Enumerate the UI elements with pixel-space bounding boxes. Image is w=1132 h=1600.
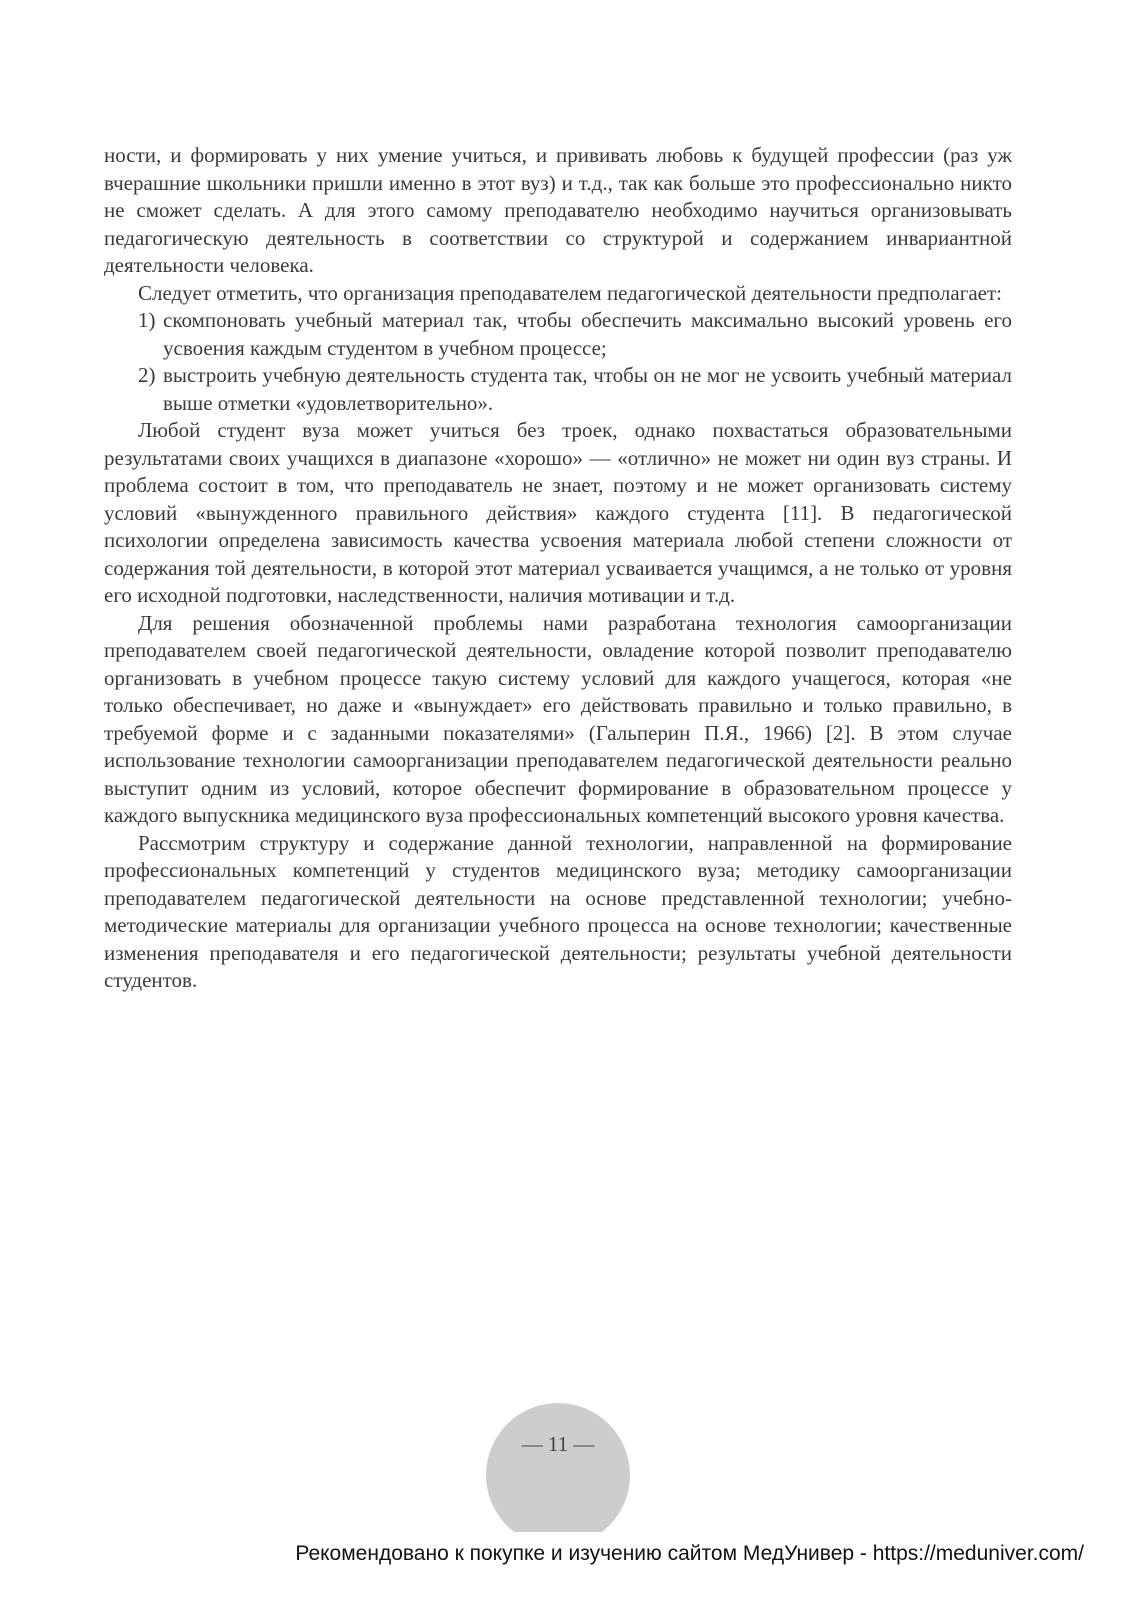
list-item-text: выстроить учебную деятельность студента так, чтобы он не мог не усвоить учебный материал выше отметки «удовлетворительно». [163, 363, 1012, 415]
paragraph-continued: ности, и формировать у них умение учиться, и прививать любовь к будущей профессии (раз уж вчерашние школьники пришли именно в этот вуз) и т.д., так как больше это профессионально никто не сможет сделать. А для этого самому преподавателю необходимо научиться организовывать педагогическую деятельность в соответствии со структурой и содержанием инвариантной деятельности человека. [104, 143, 1012, 277]
list-item [104, 362, 1012, 417]
footer-watermark-text: Рекомендовано к покупке и изучению сайтом МедУнивер - https://meduniver.com/ [295, 1542, 1084, 1565]
paragraph-structure: Рассмотрим структуру и содержание данной технологии, направленной на формирование профессиональных компетенций у студентов медицинского вуза; методику самоорганизации преподавателем педагогической деятельности на основе представленной технологии; учебно-методические материалы для организации учебного процесса на основе технологии; качественные изменения преподавателя и его педагогической деятельности; результаты учебной деятельности студентов. [104, 830, 1012, 992]
list-item-number: 2) [138, 363, 156, 387]
list-item-number: 1) [138, 308, 156, 332]
page-number-badge [486, 1403, 630, 1547]
list-item [104, 307, 1012, 362]
numbered-list [104, 307, 1012, 417]
paragraph-intro-list: Следует отметить, что организация преподавателем педагогической деятельности предполагает: [138, 280, 1002, 305]
paragraph-technology: Для решения обозначенной проблемы нами разработана технология самоорганизации преподавателем своей педагогической деятельности, овладение которой позволит преподавателю организовать в учебном процессе такую систему условий для каждого учащегося, которая «не только обеспечивает, но даже и «вынуждает» его действовать правильно и только правильно, в требуемой форме и с заданными показателями» (Гальперин П.Я., 1966) [2]. В этом случае использование технологии самоорганизации преподавателем педагогической деятельности реально выступит одним из условий, которое обеспечит формирование в образовательном процессе у каждого выпускника медицинского вуза профессиональных компетенций высокого уровня качества. [104, 610, 1012, 827]
list-item-text: скомпоновать учебный материал так, чтобы обеспечить максимально высокий уровень его усвоения каждым студентом в учебном процессе; [163, 308, 1012, 360]
page-number: — 11 — [521, 1432, 595, 1456]
paragraph-students: Любой студент вуза может учиться без троек, однако похвастаться образовательными результатами своих учащихся в диапазоне «хорошо» — «отлично» не может ни один вуз страны. И проблема состоит в том, что преподаватель не знает, поэтому и не может организовать систему условий «вынужденного правильного действия» каждого студента [11]. В педагогической психологии определена зависимость качества усвоения материала любой степени сложности от содержания той деятельности, в которой этот материал усваивается учащимся, а не только от уровня его исходной подготовки, наследственности, наличия мотивации и т.д. [104, 418, 1012, 607]
page-body [104, 142, 1012, 995]
